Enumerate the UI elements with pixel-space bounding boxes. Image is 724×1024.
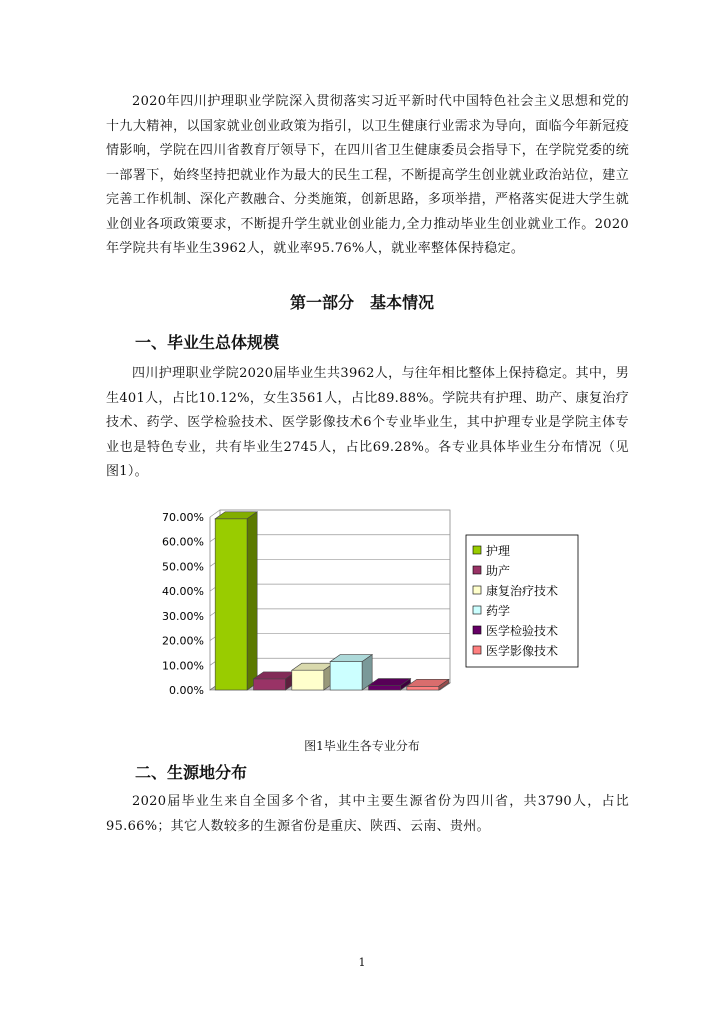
y-tick-label: 0.00%	[169, 684, 204, 697]
bar-front	[215, 519, 247, 690]
bar-front	[254, 679, 286, 690]
legend-label: 康复治疗技术	[486, 584, 559, 598]
legend-swatch	[473, 546, 481, 554]
legend-swatch	[473, 606, 481, 614]
bar-front	[330, 662, 362, 690]
figure-caption: 图1毕业生各专业分布	[304, 739, 420, 753]
legend-label: 医学影像技术	[486, 644, 559, 658]
bar-front	[407, 686, 439, 690]
page-number: 1	[358, 956, 366, 969]
legend-swatch	[473, 566, 481, 574]
y-tick-label: 10.00%	[162, 659, 204, 673]
section-heading-source: 二、生源地分布	[135, 763, 248, 782]
y-tick-label: 70.00%	[162, 511, 204, 524]
source-paragraph: 2020届毕业生来自全国多个省，其中主要生源省份为四川省，共3790人，占比95.66%；其它人数较多的生源省份是重庆、陕西、云南、贵州。	[106, 794, 629, 834]
bar	[292, 663, 334, 690]
y-tick-label: 60.00%	[162, 535, 204, 549]
y-tick-label: 40.00%	[162, 585, 204, 599]
bar	[215, 512, 257, 690]
legend-swatch	[473, 586, 481, 594]
section-heading-scale: 一、毕业生总体规模	[135, 333, 280, 352]
bar	[254, 672, 296, 690]
legend-label: 助产	[486, 564, 511, 578]
bar-front	[369, 686, 401, 690]
legend-label: 护理	[486, 544, 511, 558]
bar-side	[247, 512, 257, 690]
legend-label: 药学	[486, 604, 511, 618]
y-tick-label: 30.00%	[162, 609, 204, 623]
intro-paragraph: 2020年四川护理职业学院深入贯彻落实习近平新时代中国特色社会主义思想和党的十九大精神，以国家就业创业政策为指引，以卫生健康行业需求为导向，面临今年新冠疫情影响，学院在四川省教育厅领导下，在四川省卫生健康委员会指导下，在学院党委的统一部署下，始终坚持把就业作为最大的民生工程，不断提高学生创业就业政治站位，建立完善工作机制、深化产教融合、分类施策，创新思路，多项举措，严格落实促进大学生就业创业各项政策要求，不断提升学生就业创业能力,全力推动毕业生创业就业工作。2020年学院共有毕业生3962人，就业率95.76%人，就业率整体保持稳定。	[106, 94, 629, 256]
major-distribution-chart	[150, 505, 590, 705]
legend-label: 医学检验技术	[486, 624, 559, 638]
y-tick-label: 20.00%	[162, 634, 204, 648]
bar	[330, 655, 372, 690]
legend-swatch	[473, 626, 481, 634]
scale-paragraph: 四川护理职业学院2020届毕业生共3962人，与往年相比整体上保持稳定。其中，男生401人，占比10.12%，女生3561人，占比89.88%。学院共有护理、助产、康复治疗技术、药学、医学检验技术、医学影像技术6个专业毕业生，其中护理专业是学院主体专业也是特色专业，共有毕业生2745人，占比69.28%。各专业具体毕业生分布情况（见图1）。	[106, 366, 629, 479]
y-tick-label: 50.00%	[162, 560, 204, 574]
bar-front	[292, 670, 324, 690]
legend-swatch	[473, 646, 481, 654]
part-title: 第一部分 基本情况	[289, 293, 434, 312]
